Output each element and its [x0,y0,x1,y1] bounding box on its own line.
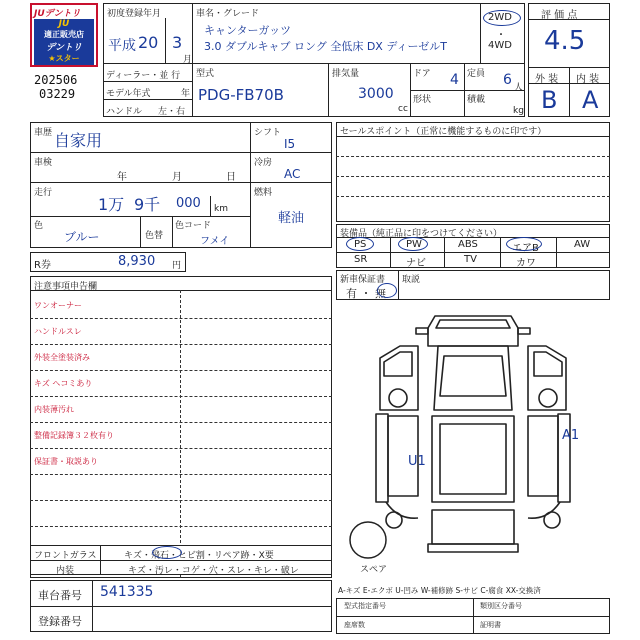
mileage-unit: km [214,204,228,214]
manual-label: 取説 [402,275,421,285]
model-year-unit: 年 [181,89,191,99]
shift-label: シフト [254,128,282,138]
first-reg-era: 平成 [108,38,136,54]
rating-value: 4.5 [544,26,586,56]
notes-block [30,276,332,578]
note-item-7: 保証書・取説あり [34,457,98,466]
history-value: 自家用 [54,131,103,150]
capacity-value: 6 [503,72,512,88]
note-item-2: ハンドルスレ [34,327,82,336]
logo-line1: JU [58,19,70,29]
fuel-value: 軽油 [278,211,305,226]
recycle-block [30,252,186,272]
doc-id-line1: 202506 [34,73,78,87]
logo [30,3,98,67]
rating-ext: B [541,86,558,114]
displacement-label: 排気量 [332,69,360,79]
inspection-year: 年 [117,172,127,183]
rating-label: 評 価 点 [541,10,578,21]
model-type-label: 型式 [196,69,215,79]
recycle-value: 8,930 [118,254,156,269]
logo-brand: JUデントリ [34,9,81,19]
equip-pw: PW [406,239,422,250]
equip-airbag: エアB [512,243,539,254]
inspection-month: 月 [172,172,182,183]
color-replace-label: 色替 [145,231,164,241]
diagram-mark-a1: A1 [562,428,580,443]
warranty-label: 新車保証書 [340,275,386,285]
dealer-label: ディーラー・並 行 [106,71,181,81]
rating-int-label: 内 装 [576,74,600,85]
mileage-man: 1万 [98,195,125,214]
seat-label: 座席数 [344,621,365,629]
equip-abs: ABS [458,239,478,250]
equip-tv: TV [464,254,477,265]
interior-label: 内装 [56,566,75,576]
interior-value: キズ・汚レ・コゲ・穴・スレ・キレ・破レ [128,566,299,576]
warranty-value: 有 ・ 無 [346,287,386,300]
first-reg-label: 初度登録年月 [107,9,162,19]
drive-2wd: 2WD [488,12,512,23]
note-item-1: ワンオーナー [34,301,82,310]
inspection-day: 日 [226,172,236,183]
equip-sr: SR [354,254,368,265]
first-reg-year: 20 [138,33,159,52]
doc-id-line2: 03229 [39,87,76,101]
type-num-label: 類別区分番号 [480,602,522,610]
note-item-6: 整備記録簿３２枚有り [34,431,114,440]
cert-label: 証明書 [480,621,501,629]
mileage-rest: 000 [176,196,201,211]
fuel-label: 燃料 [254,188,273,198]
displacement-value: 3000 [358,86,394,102]
equip-aw: AW [574,239,591,250]
shape-label: 形状 [413,95,432,105]
doors-value: 4 [450,72,459,88]
load-label: 積載 [467,95,486,105]
notes-label: 注意事項申告欄 [34,282,98,292]
capacity-label: 定員 [467,69,486,79]
chassis-value: 541335 [100,584,154,600]
logo-line2: 適正販売店 [44,30,84,39]
name-grade-line2: 3.0 ダブルキャブ ロング 全低床 DX ディーゼルT [204,40,447,53]
rating-int: A [582,86,599,114]
drive-dot: ・ [496,30,506,41]
equip-ps: PS [354,239,367,250]
equip-airbag-circle [506,237,542,251]
note-item-4: キズ ヘコミあり [34,379,93,388]
mileage-label: 走行 [34,188,53,198]
ac-value: AC [284,167,301,181]
equip-navi: ナビ [406,258,426,269]
inspection-label: 車検 [34,158,53,168]
model-num-label: 型式指定番号 [344,602,386,610]
equip-leather: カワ [516,258,536,269]
note-item-5: 内装薄汚れ [34,405,74,414]
chassis-label: 車台番号 [38,589,82,602]
name-grade-label: 車名・グレード [196,9,260,19]
front-glass-value: キズ・飛石・ヒビ割・リペア跡・X要 [124,551,274,561]
equip-ps-circle [346,237,374,251]
rating-ext-label: 外 装 [535,74,559,85]
model-type-value: PDG-FB70B [198,86,284,104]
equip-pw-circle [398,237,428,251]
logo-line4: ★スター [48,54,80,63]
drive-4wd: 4WD [488,40,512,51]
displacement-unit: cc [398,104,408,114]
damage-legend: A-キズ E-エクボ U-凹み W-補修跡 S-サビ C-腐食 XX-交換済 [338,586,541,595]
model-year-label: モデル年式 [106,89,151,99]
equipment-label: 装備品（純正品に印をつけてください） [340,229,503,239]
color-label: 色 [34,221,44,231]
first-reg-month-unit: 月 [183,55,193,65]
color-code-value: フメイ [200,236,230,247]
color-code-label: 色コード [175,221,212,231]
handle-value: 左・右 [158,107,186,117]
doors-label: ドア [413,69,431,79]
color-value: ブルー [64,230,100,244]
load-unit: kg [513,106,524,116]
logo-line3: デントリ [46,43,82,53]
shift-value: I5 [284,137,296,151]
sales-point-block [336,122,610,222]
registration-label: 登録番号 [38,615,82,628]
sales-point-label: セールスポイント（正常に機能するものに印です） [340,127,547,137]
history-label: 車歴 [34,128,53,138]
front-glass-circle [152,546,182,559]
recycle-label: R券 [34,260,51,271]
name-grade-line1: キャンターガッツ [204,24,292,37]
front-glass-label: フロントガラス [34,551,97,561]
ac-label: 冷房 [254,158,273,168]
recycle-unit: 円 [172,261,182,271]
doc-id [34,73,77,101]
note-item-3: 外装全塗装済み [34,353,90,362]
diagram-spare: スペア [360,565,388,575]
diagram-mark-u1: U1 [408,454,426,469]
mileage-sen: 9千 [134,195,161,214]
warranty-circle [377,283,397,298]
logo-badge [34,19,94,65]
first-reg-month: 3 [172,33,183,52]
handle-label: ハンドル [106,107,143,117]
capacity-unit: 人 [514,83,524,93]
